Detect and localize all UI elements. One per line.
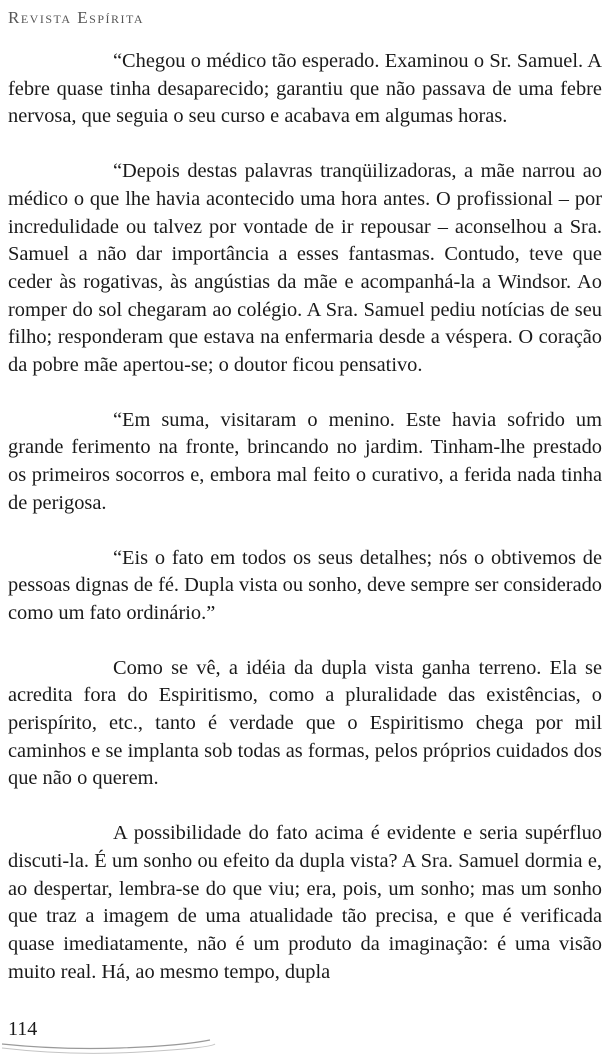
body-text: [8, 48, 602, 1013]
page-footer: [0, 1010, 611, 1060]
paragraph: “Eis o fato em todos os seus detalhes; nós o obtivemos de pessoas dignas de fé. Dupla vista ou sonho, deve sempre ser considerado como um fato ordinário.”: [8, 546, 603, 624]
paragraph: “Depois destas palavras tranqüilizadoras, a mãe narrou ao médico o que lhe havia acontecido uma hora antes. O profissional – por incredulidade ou talvez por vontade de ir repousar – aconselhou a Sra. Samuel a não dar importância a esses fantasmas. Contudo, teve que ceder às rogativas, às angústias da mãe e acompanhá-la a Windsor. Ao romper do sol chegaram ao colégio. A Sra. Samuel pediu notícias de seu filho; responderam que estava na enfermaria desde a véspera. O coração da pobre mãe apertou-se; o doutor ficou pensativo.: [8, 160, 602, 377]
page-number: 114: [8, 1018, 38, 1040]
paragraph: Como se vê, a idéia da dupla vista ganha terreno. Ela se acredita fora do Espiritismo, como a pluralidade das existências, o perispírito, etc., tanto é verdade que o Espiritismo chega por mil caminhos e se implanta sob todas as formas, pelos próprios cuidados dos que não o querem.: [8, 656, 602, 790]
paragraph: A possibilidade do fato acima é evidente e seria supérfluo discuti-la. É um sonho ou efeito da dupla vista? A Sra. Samuel dormia e, ao despertar, lembra-se do que viu; era, pois, um sonho; mas um sonho que traz a imagem de uma atualidade tão precisa, e que é verificada quase imediatamente, não é um produto da imaginação: é uma visão muito real. Há, ao mesmo tempo, dupla: [8, 822, 602, 983]
paragraph: “Em suma, visitaram o menino. Este havia sofrido um grande ferimento na fronte, brincando no jardim. Tinham-lhe prestado os primeiros socorros e, embora mal feito o curativo, a ferida nada tinha de perigosa.: [8, 408, 602, 514]
paragraph: “Chegou o médico tão esperado. Examinou o Sr. Samuel. A febre quase tinha desaparecido; garantiu que não passava de uma febre nervosa, que seguia o seu curso e acabava em algumas horas.: [8, 50, 602, 128]
running-header: Revista Espírita: [8, 8, 145, 27]
